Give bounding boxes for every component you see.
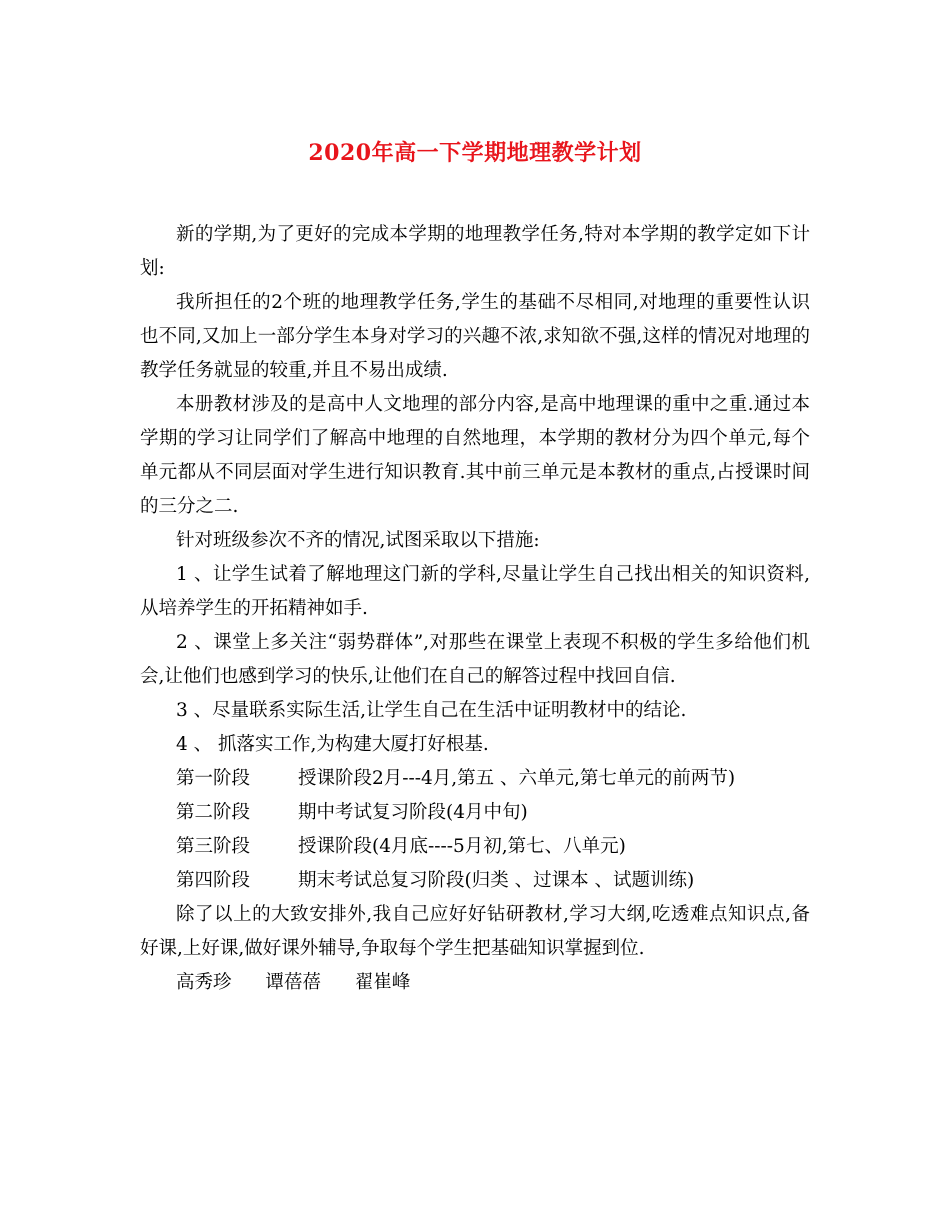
measure-item-3: 3 、尽量联系实际生活,让学生自己在生活中证明教材中的结论. — [176, 700, 687, 721]
measure-item-4: 4 、 抓落实工作,为构建大厦打好根基. — [176, 734, 489, 755]
stage-text: 授课阶段(4月底----5月初,第七、八单元) — [298, 836, 626, 857]
intro-paragraph: 新的学期,为了更好的完成本学期的地理教学任务,特对本学期的教学定如下计划: — [140, 224, 810, 279]
stage-row-4 — [140, 864, 810, 898]
stage-label: 第四阶段 — [176, 870, 251, 891]
closing-paragraph: 除了以上的大致安排外,我自己应好好钻研教材,学习大纲,吃透难点知识点,备好课,上好课,做好课外辅导,争取每个学生把基础知识掌握到位. — [140, 904, 810, 959]
stage-text: 授课阶段2月---4月,第五 、六单元,第七单元的前两节) — [298, 768, 736, 789]
textbook-paragraph: 本册教材涉及的是高中人文地理的部分内容,是高中地理课的重中之重.通过本学期的学习让同学们了解高中地理的自然地理，本学期的教材分为四个单元,每个单元都从不同层面对学生进行知识教育.其中前三单元是本教材的重点,占授课时间的三分之二. — [140, 394, 810, 517]
stage-label: 第二阶段 — [176, 802, 251, 823]
stage-text: 期末考试总复习阶段(归类 、过课本 、试题训练) — [298, 870, 695, 891]
signature-name: 谭蓓蓓 — [265, 972, 321, 993]
stage-label: 第一阶段 — [176, 768, 251, 789]
signature-line — [140, 966, 810, 1000]
document-title: 2020年高一下学期地理教学计划 — [308, 140, 642, 166]
stage-row-1 — [140, 762, 810, 796]
stage-row-2 — [140, 796, 810, 830]
measure-item-2: 2 、课堂上多关注“弱势群体”,对那些在课堂上表现不积极的学生多给他们机会,让他们也感到学习的快乐,让他们在自己的解答过程中找回自信. — [140, 632, 810, 687]
stage-label: 第三阶段 — [176, 836, 251, 857]
document-body — [140, 218, 810, 1000]
measure-item-1: 1 、让学生试着了解地理这门新的学科,尽量让学生自己找出相关的知识资料,从培养学生的开拓精神如手. — [140, 564, 810, 619]
measures-intro: 针对班级参次不齐的情况,试图采取以下措施: — [176, 530, 540, 551]
situation-paragraph: 我所担任的2个班的地理教学任务,学生的基础不尽相同,对地理的重要性认识也不同,又加上一部分学生本身对学习的兴趣不浓,求知欲不强,这样的情况对地理的教学任务就显的较重,并且不易出成绩. — [140, 292, 810, 381]
signature-name: 翟崔峰 — [354, 972, 411, 993]
signature-name: 高秀珍 — [176, 972, 232, 993]
stage-text: 期中考试复习阶段(4月中旬) — [298, 802, 528, 823]
stage-row-3 — [140, 830, 810, 864]
